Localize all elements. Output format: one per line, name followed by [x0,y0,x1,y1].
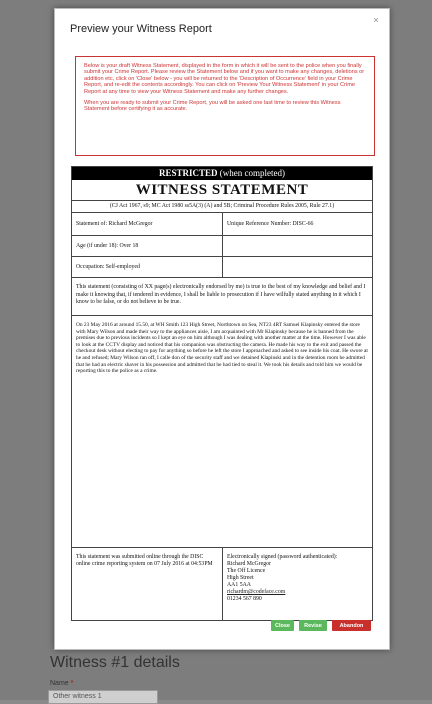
name-input[interactable]: Other witness 1 [48,690,158,704]
witness-statement-document [71,166,373,621]
submission-note: This statement was submitted online through the DISC online crime reporting system on 07 July 2016 at 04:53PM [72,548,223,620]
unique-reference: Unique Reference Number: DISC-66 [227,221,314,227]
empty-cell [223,257,372,277]
statement-of: Statement of: Richard McGregor [72,213,223,235]
occupation-field: Occupation: Self-employed [72,257,223,277]
signature-name: Richard McGregor [227,561,271,567]
restricted-suffix: (when completed) [217,168,285,178]
alert-paragraph-1: Below is your draft Witness Statement, displayed in the form in which it will be sent to the police when you finally submit your Crime Report. Please review the Statement below and if you want to make any changes, deletions or addition etc, click on 'Close' below - you will be returned to the 'Description of Occurrence' field in your Crime Report, and re-edit the contents accordingly. You can click on 'Preview Your Witness Statement' in your Crime Report at any time to view your Witness Statement and make any further changes. [84,63,365,95]
signature-block [223,548,372,620]
close-icon[interactable]: × [371,15,381,25]
preview-modal [54,8,390,650]
abandon-button[interactable]: Abandon [332,620,371,631]
signature-email-link[interactable]: richardm@codeface.com [227,589,286,595]
signature-postcode: AA1 5AA [227,582,251,588]
witness-heading: Witness #1 details [50,654,180,671]
act-reference: (CJ Act 1967, s9; MC Act 1980 ss5A(3) (A) and 5B; Criminal Procedure Rules 2005, Rule 27.1) [72,201,372,213]
statement-row-3 [72,257,372,278]
signature-street: High Street [227,575,254,581]
statement-title: WITNESS STATEMENT [72,180,372,201]
age-field: Age (if under 18): Over 18 [72,236,223,256]
close-button[interactable]: Close [271,620,294,631]
restricted-banner [72,167,372,180]
name-label [50,680,73,687]
statement-body: On 23 May 2016 at around 15.50, at WH Smith 123 High Street, Northtown on Sea, NT23 4RT Samuel Klapinsky entered the store with Mary Wilson and made their way to the appliances aisle, I am acquainted with Mr Klapinsky because he is banned from the premises due to previous incidents so I kept an eye on him although I was dealing with another matter at the time. However I was able to look at the CCTV display and noticed that his companion was obstructing the camera. He made his way to the exit and passed the checkout desk without electing to pay for anything so before he left the store I approached and asked to see inside his coat. He swore at he and refused; Mary Wilson ran off, I calle don of the security staff and we detained Klapinski and in the detention room he admitted that he had an electric shaver in his possession and admitted that he had tied to steal it. We took his details and told him we would be reporting this to the police as a crime. [72,316,372,548]
signature-org: The Off Licence [227,568,266,574]
empty-cell [223,236,372,256]
statement-footer [72,548,372,620]
modal-title: Preview your Witness Report [70,23,212,35]
restricted-label: RESTRICTED [158,168,218,178]
name-label-text: Name [50,680,69,687]
statement-row-1 [72,213,372,236]
alert-paragraph-2: When you are ready to submit your Crime Report, you will be asked one last time to review this Witness Statement before certifying it as accurate. [84,100,341,113]
signature-header: Electronically signed (password authenticated): [227,554,338,560]
revise-button[interactable]: Revise [299,620,327,631]
statement-row-2 [72,236,372,257]
required-mark: * [70,680,74,687]
signature-phone: 01234 567 890 [227,596,262,602]
declaration-text: This statement (consisting of XX page(s) electronically endorsed by me) is true to the best of my knowledge and belief and I make it knowing that, if tendered in evidence, I shall be liable to prosecution if I have wilfully stated anything in it which I know to be false, or do not believe to be true. [72,278,372,316]
info-alert [75,56,375,156]
